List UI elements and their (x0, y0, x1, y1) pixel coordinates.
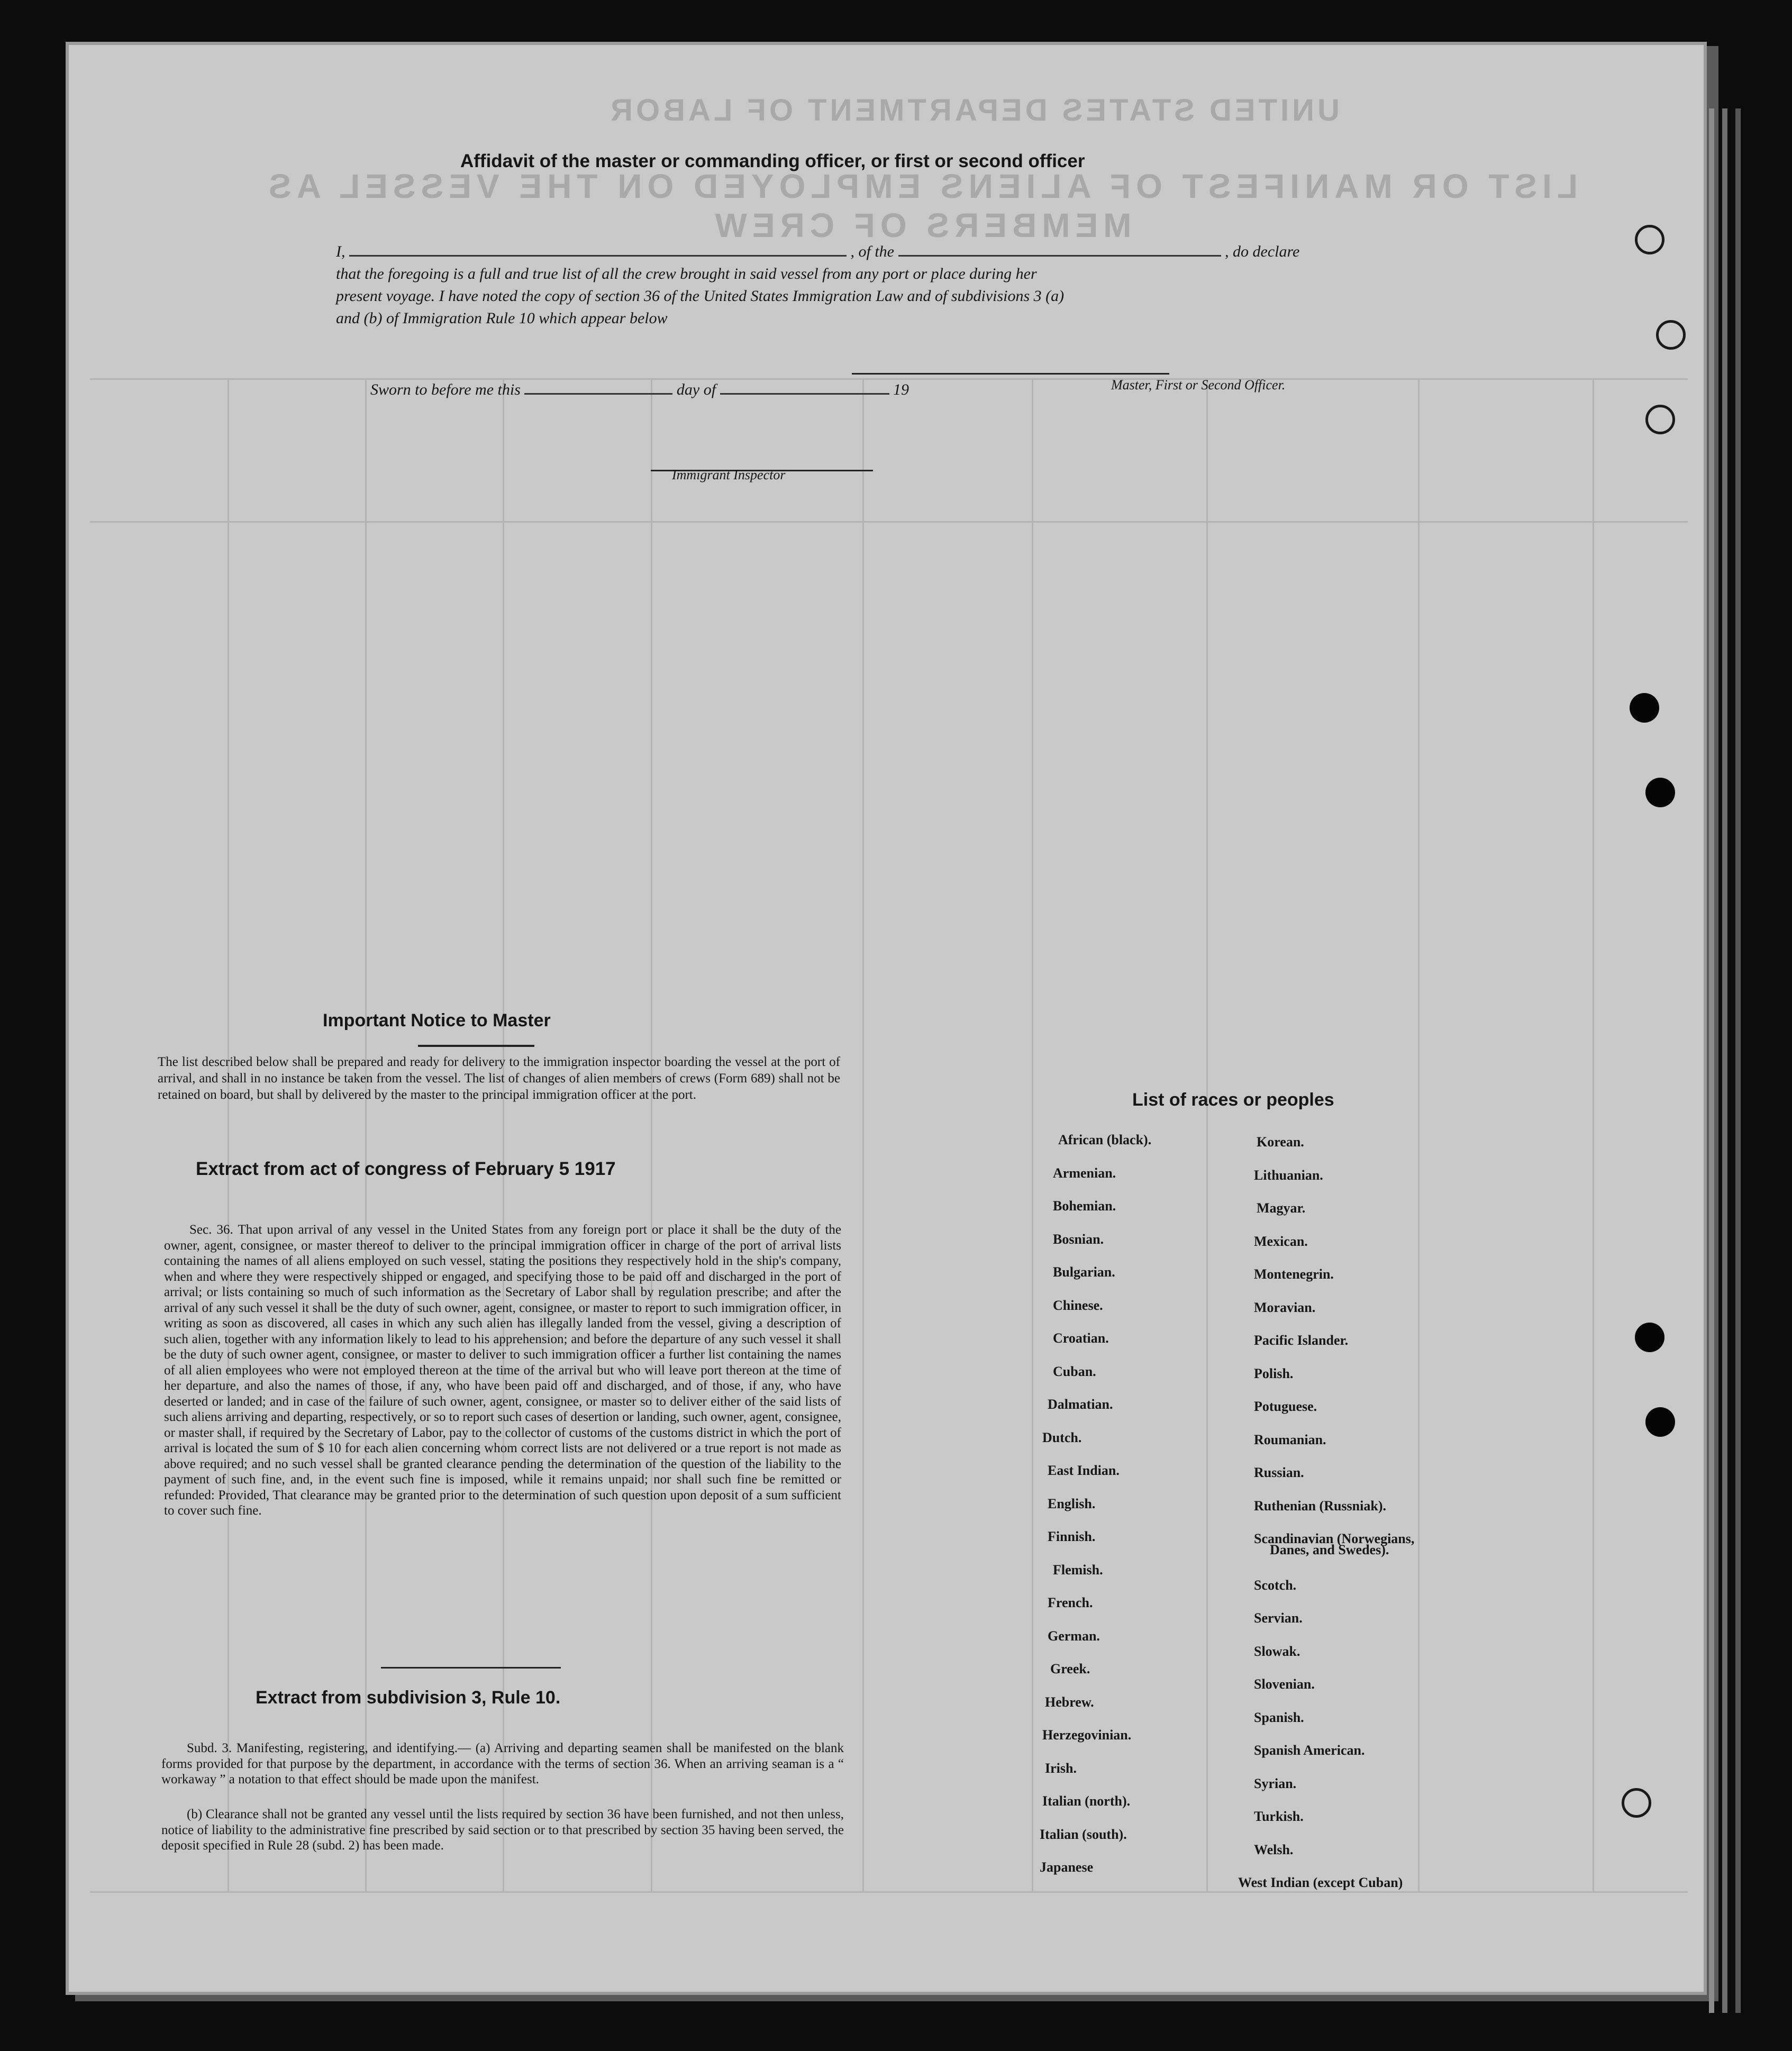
race-item: Scandinavian (Norwegians, (1254, 1531, 1415, 1546)
race-item: Potuguese. (1254, 1399, 1317, 1414)
race-item: Herzegovinian. (1042, 1727, 1132, 1743)
race-item: Japanese (1040, 1859, 1094, 1875)
binder-hole-icon (1645, 405, 1675, 434)
year-label: 19 (893, 381, 909, 398)
binder-hole-icon (1645, 1407, 1675, 1437)
master-signature-label: Master, First or Second Officer. (1111, 377, 1286, 393)
notice-text: The list described below shall be prepared and ready for delivery to the immigration inspector boarding the vessel at the port of arrival, and shall in no instance be taken from the vessel. The list of changes of alien members of crews (Form 689) shall not be retained on board, but shall by delivered by the master to the principal immigration officer at the port. (158, 1055, 840, 1102)
race-item: Lithuanian. (1254, 1167, 1323, 1183)
race-item: Dalmatian. (1048, 1397, 1113, 1412)
inspector-label: Immigrant Inspector (672, 467, 786, 482)
race-item: Spanish American. (1254, 1743, 1365, 1758)
rule-para-b: (b) Clearance shall not be granted any vessel until the lists required by section 36 have been furnished, and not then unless, notice of liability to the administrative fine prescribed by said section or to that prescribed by section 35 having been served, the deposit specified in Rule 28 (subd. 2) has been made. (161, 1807, 844, 1853)
race-item: French. (1048, 1595, 1093, 1610)
affidavit-line-4: and (b) of Immigration Rule 10 which appear below (336, 309, 668, 327)
affidavit-line-1 (336, 241, 1421, 263)
race-item: Chinese. (1053, 1297, 1103, 1313)
race-item: Moravian. (1254, 1299, 1316, 1315)
binder-hole-icon (1630, 693, 1659, 723)
race-item: Roumanian. (1254, 1432, 1326, 1447)
race-item: African (black). (1058, 1132, 1152, 1147)
act-text: Sec. 36. That upon arrival of any vessel in the United States from any foreign port or place it shall be the duty of the owner, agent, consignee, or master thereof to deliver to the principal immigration officer in charge of the port of arrival lists containing the names of all aliens employed on such vessel, stating the positions they respectively hold in the ship's company, when and where they were respectively shipped or engaged, and specifying those to be paid off and discharged in the port of arrival; or lists containing so much of such information as the Secretary of Labor shall by regulation prescribe; and after the arrival of any such vessel it shall be the duty of such owner, agent, consignee, or master to report to such immigration officer, in writing as soon as discovered, all cases in which any such alien has illegally landed from the vessel, giving a description of such alien, together with any information likely to lead to his apprehension; and before the departure of any such vessel it shall be the duty of such owner agent, consignee, or master to deliver to such immigration officer a further list containing the names of all alien employees who were not employed thereon at the time of the arrival but who will leave port thereon at the time of her departure, and also the names of those, if any, who have been paid off and discharged, and of those, if any, who have deserted or landed; and in case of the failure of such owner, agent, consignee, or master so to deliver either of the said lists of such aliens arriving and departing, respectively, or so to report such cases of desertion or landing, such owner, agent, consignee, or master shall, if required by the Secretary of Labor, pay to the collector of customs of the customs district in which the port of arrival is located the sum of $ 10 for each alien concerning whom correct lists are not delivered or a true report is not made as above required; and no such vessel shall be granted clearance pending the determination of the question of the liability to the payment of such fine, and, in the event such fine is imposed, while it remains unpaid; nor shall such fine be remitted or refunded: Provided, That clearance may be granted prior to the determination of such question upon deposit of a sum sufficient to cover such fine. (164, 1223, 841, 1518)
page-edge (1722, 108, 1727, 2013)
race-item: Slowak. (1254, 1643, 1300, 1659)
signature-line (852, 373, 1169, 375)
race-item: Magyar. (1257, 1200, 1306, 1216)
sworn-month-blank[interactable] (720, 393, 889, 395)
race-item: Slovenian. (1254, 1676, 1315, 1692)
race-item: Ruthenian (Russniak). (1254, 1498, 1386, 1514)
rule-title: Extract from subdivision 3, Rule 10. (256, 1688, 561, 1708)
race-item: Greek. (1050, 1661, 1090, 1676)
race-item: Turkish. (1254, 1809, 1304, 1824)
race-item: Hebrew. (1045, 1694, 1094, 1710)
race-item: Bulgarian. (1053, 1264, 1115, 1280)
affidavit-line-2: that the foregoing is a full and true list of all the crew brought in said vessel from any port or place during her (336, 265, 1037, 282)
day-of-label: day of (676, 381, 716, 398)
races-title: List of races or peoples (1132, 1090, 1334, 1110)
binder-hole-icon (1622, 1788, 1651, 1818)
race-item: Korean. (1257, 1134, 1304, 1150)
binder-hole-icon (1645, 778, 1675, 807)
race-item: Irish. (1045, 1760, 1077, 1776)
race-item: Servian. (1254, 1610, 1303, 1626)
race-item: Italian (north). (1042, 1793, 1131, 1809)
race-item: Scotch. (1254, 1577, 1297, 1593)
race-item: Bohemian. (1053, 1198, 1116, 1214)
sworn-day-blank[interactable] (524, 393, 672, 395)
race-item: German. (1048, 1628, 1100, 1644)
page-edge (1735, 108, 1741, 2013)
race-item: Armenian. (1053, 1165, 1116, 1181)
race-item: Finnish. (1048, 1529, 1096, 1544)
race-item: Mexican. (1254, 1233, 1308, 1249)
vessel-blank[interactable] (898, 255, 1221, 257)
race-item: English. (1048, 1496, 1096, 1511)
race-item: Italian (south). (1040, 1826, 1127, 1842)
affidavit-line-3: present voyage. I have noted the copy of section 36 of the United States Immigration Law and of subdivisions 3 (a) (336, 287, 1065, 305)
binder-hole-icon (1635, 1323, 1664, 1352)
form-page: LIST OR MANIFEST OF ALIENS EMPLOYED ON THE VESSEL AS MEMBERS OF CREW UNITED STATES DEPARTMENT OF LABOR Affidavit of the master or commanding officer, or first or second officer I, , of the , do declare that the foregoing is a full and true list of all the crew brought in said vessel from any port or place during her present voyage. I have noted the copy of section 36 of the United States Immigration Law and of subdivisions 3 (a) and (b) of Immigration Rule 10 which appear below Master, First or Second Officer. Sworn to before me this day of 19 Immigrant Inspector Important Notice to Master The list described below shall be prepared and ready for delivery to the immigration inspector boarding the vessel at the port of arrival, and shall in no instance be taken from the vessel. The list of changes of alien members of crews (Form 689) shall not be retained on board, but shall by delivered by the master to the principal immigration officer at the port. Extract from act of congress of February 5 1917 Sec. 36. That upon arrival of any vessel in the United States from any foreign port or place it shall be the duty of the owner, agent, consignee, or master thereof to deliver to the principal immigration officer in charge of the port of arrival lists containing the names of all aliens employed on such vessel, stating the positions they respectively hold in the ship's company, when and where they were respectively shipped or engaged, and specifying those to be paid off and discharged in the port of arrival; or lists containing so much of such information as the Secretary of Labor shall by regulation prescribe; and after the arrival of any such vessel it shall be the duty of such owner, agent, consignee, or master to report to such immigration officer, in writing as soon as discovered, all cases in which any such alien has illegally landed from the vessel, giving a description of such alien, together with any information likely to lead to his apprehension; and before the departure of any such vessel it shall be the duty of such owner agent, consignee, or master to deliver to such immigration officer a further list containing the names of all alien employees who were not employed thereon at the time of the arrival but who will leave port thereon at the time of her departure, and also the names of those, if any, who have been paid off and discharged, and of those, if any, who have deserted or landed; and in case of the failure of such owner, agent, consignee, or master so to deliver either of the said lists of such aliens arriving and departing, respectively, or so to report such cases of desertion or landing, such owner, agent, consignee, or master shall, if required by the Secretary of Labor, pay to the collector of customs of the customs district in which the port of arrival is located the sum of $ 10 for each alien concerning whom correct lists are not delivered or a true report is not made as above required; and no such vessel shall be granted clearance pending the determination of the question of the liability to the payment of such fine, and, in the event such fine is imposed, while it remains unpaid; nor shall such fine be remitted or refunded: Provided, That clearance may be granted prior to the determination of such question upon deposit of a sum sufficient to cover such fine. Extract from subdivision 3, Rule 10. Subd. 3. Manifesting, registering, and identifying.— (a) Arriving and departing seamen shall be manifested on the blank forms provided for that purpose by the department, in accordance with the terms of section 36. When an arriving seaman is a “ workaway ” a notation to that effect should be made upon the manifest. (b) Clearance shall not be granted any vessel until the lists required by section 36 have been furnished, and not then unless, notice of liability to the administrative fine prescribed by said section or to that prescribed by section 35 having been served, the deposit specified in Rule 28 (subd. 2) has been made. List of races or peoples African (black). Armenian. Bohemian. Bosnian. Bulgarian. Chinese. Croatian. Cuban. Dalmatian. Dutch. East Indian. English. Finnish. Flemish. French. German. Greek. Hebrew. Herzegovinian. Irish. Italian (north). Italian (south). Japanese Korean. Lithuanian. Magyar. Mexican. Montenegrin. Moravian. Pacific Islander. Polish. Potuguese. Roumanian. Russian. Ruthenian (Russniak). Scandinavian (Norwegians, Scotch. Servian. Slowak. Slovenian. Spanish. Spanish American. Syrian. Turkish. Welsh. West Indian (except Cuban) Danes, and Swedes). (69, 45, 1704, 1992)
race-item: Flemish. (1053, 1562, 1103, 1578)
race-item: Welsh. (1254, 1842, 1294, 1857)
i-label: I, (336, 243, 345, 260)
notice-rule (418, 1045, 534, 1047)
affidavit-title: Affidavit of the master or commanding officer, or first or second officer (460, 151, 1085, 171)
binder-hole-icon (1656, 320, 1686, 350)
race-item: Bosnian. (1053, 1231, 1104, 1247)
race-item: Russian. (1254, 1465, 1304, 1480)
race-item: Montenegrin. (1254, 1266, 1334, 1282)
sworn-line (370, 381, 909, 399)
race-item: West Indian (except Cuban) (1238, 1875, 1403, 1890)
race-item: Spanish. (1254, 1709, 1304, 1725)
page-edge (1709, 108, 1714, 2013)
of-label: , of the (850, 243, 894, 260)
rule-para-a: Subd. 3. Manifesting, registering, and identifying.— (a) Arriving and departing seamen shall be manifested on the blank forms provided for that purpose by the department, in accordance with the terms of section 36. When an arriving seaman is a “ workaway ” a notation to that effect should be made upon the manifest. (161, 1741, 844, 1786)
race-item: Polish. (1254, 1365, 1294, 1381)
race-item: Pacific Islander. (1254, 1333, 1349, 1348)
notice-title: Important Notice to Master (323, 1010, 551, 1031)
act-title: Extract from act of congress of February 5 1917 (196, 1159, 616, 1179)
race-item: East Indian. (1048, 1463, 1120, 1478)
race-item: Croatian. (1053, 1330, 1109, 1346)
race-item: Dutch. (1042, 1429, 1082, 1445)
race-item: Syrian. (1254, 1775, 1297, 1791)
act-rule (381, 1667, 561, 1669)
affidavit-body (336, 241, 1421, 330)
race-item: Cuban. (1053, 1363, 1096, 1379)
race-item: Danes, and Swedes). (1270, 1542, 1389, 1557)
name-blank[interactable] (349, 255, 847, 257)
sworn-label: Sworn to before me this (370, 381, 521, 398)
binder-hole-icon (1635, 225, 1664, 254)
do-declare-label: , do declare (1225, 243, 1300, 260)
